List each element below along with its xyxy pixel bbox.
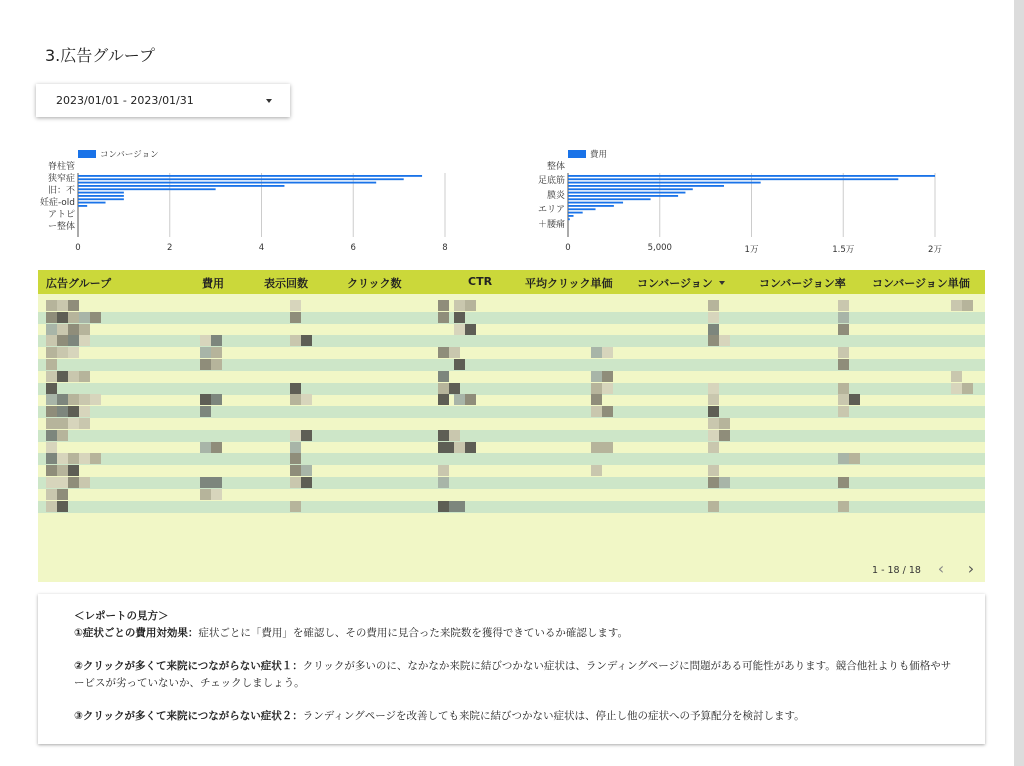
redacted-cell: [46, 453, 57, 464]
redacted-cell: [290, 394, 301, 405]
bar[interactable]: [568, 218, 570, 220]
x-tick-label: 6: [350, 243, 356, 253]
redacted-cell: [438, 477, 449, 488]
redacted-cell: [46, 383, 57, 394]
redacted-cell: [951, 383, 962, 394]
table-row[interactable]: [38, 300, 985, 312]
redacted-cell: [719, 430, 730, 441]
redacted-cell: [591, 465, 602, 476]
redacted-cell: [951, 300, 962, 311]
redacted-cell: [79, 477, 90, 488]
date-range-value: 2023/01/01 - 2023/01/31: [56, 94, 194, 107]
redacted-cell: [290, 312, 301, 323]
redacted-cell: [838, 501, 849, 512]
redacted-cell: [46, 324, 57, 335]
redacted-cell: [57, 489, 68, 500]
column-header-avg-cpc[interactable]: 平均クリック単価: [525, 277, 613, 290]
redacted-cell: [290, 453, 301, 464]
redacted-cell: [57, 477, 68, 488]
redacted-cell: [211, 347, 222, 358]
cost-bar-chart: [530, 145, 950, 265]
redacted-cell: [79, 453, 90, 464]
redacted-cell: [68, 312, 79, 323]
redacted-cell: [301, 465, 312, 476]
redacted-cell: [57, 501, 68, 512]
redacted-cell: [602, 371, 613, 382]
guide-item-2-title: ②クリックが多くて来院につながらない症状１：: [74, 660, 303, 672]
bar[interactable]: [78, 178, 404, 180]
table-row[interactable]: [38, 359, 985, 371]
redacted-cell: [290, 430, 301, 441]
redacted-cell: [79, 418, 90, 429]
y-tick-label: 脊柱管: [47, 162, 75, 172]
bar[interactable]: [78, 175, 422, 177]
x-tick-label: 0: [75, 243, 81, 253]
next-page-icon[interactable]: ›: [967, 559, 975, 578]
redacted-cell: [211, 477, 222, 488]
bar[interactable]: [78, 195, 124, 197]
redacted-cell: [46, 359, 57, 370]
redacted-cell: [46, 430, 57, 441]
redacted-cell: [708, 335, 719, 346]
redacted-cell: [449, 430, 460, 441]
table-row[interactable]: [38, 418, 985, 430]
table-row[interactable]: [38, 442, 985, 454]
redacted-cell: [591, 383, 602, 394]
redacted-cell: [79, 394, 90, 405]
redacted-cell: [838, 453, 849, 464]
chart-plot: [40, 145, 460, 265]
column-header-conversion-rate[interactable]: コンバージョン率: [759, 277, 846, 290]
redacted-cell: [708, 312, 719, 323]
redacted-cell: [454, 324, 465, 335]
redacted-cell: [68, 335, 79, 346]
redacted-cell: [708, 406, 719, 417]
redacted-cell: [46, 465, 57, 476]
column-header-conversions[interactable]: [637, 275, 725, 291]
guide-item-3-text: ランディングページを改善しても来院に結びつかない症状は、停止し他の症状への予算配分を検討します。: [302, 710, 805, 722]
redacted-cell: [290, 383, 301, 394]
redacted-cell: [602, 406, 613, 417]
chevron-down-icon[interactable]: [266, 99, 272, 103]
y-tick-label: 整体: [546, 162, 565, 172]
redacted-cell: [90, 312, 101, 323]
redacted-cell: [708, 501, 719, 512]
bar[interactable]: [78, 202, 106, 204]
table-row[interactable]: [38, 465, 985, 477]
redacted-cell: [68, 324, 79, 335]
conversion-bar-chart: [40, 145, 460, 265]
redacted-cell: [708, 383, 719, 394]
bar[interactable]: [568, 195, 678, 197]
redacted-cell: [719, 477, 730, 488]
redacted-cell: [46, 371, 57, 382]
redacted-cell: [438, 442, 449, 453]
redacted-cell: [46, 406, 57, 417]
table-header: [38, 270, 985, 294]
prev-page-icon[interactable]: ‹: [937, 559, 945, 578]
redacted-cell: [57, 453, 68, 464]
redacted-cell: [449, 383, 460, 394]
redacted-cell: [454, 442, 465, 453]
redacted-cell: [454, 394, 465, 405]
redacted-cell: [57, 465, 68, 476]
redacted-cell: [68, 465, 79, 476]
redacted-cell: [591, 347, 602, 358]
x-tick-label: 2: [167, 243, 173, 253]
redacted-cell: [68, 394, 79, 405]
redacted-cell: [46, 477, 57, 488]
bar[interactable]: [78, 188, 216, 190]
redacted-cell: [708, 465, 719, 476]
bar[interactable]: [568, 188, 693, 190]
redacted-cell: [602, 347, 613, 358]
redacted-cell: [46, 347, 57, 358]
redacted-cell: [68, 347, 79, 358]
redacted-cell: [200, 442, 211, 453]
redacted-cell: [57, 347, 68, 358]
redacted-cell: [68, 418, 79, 429]
y-tick-label: 膜炎: [546, 190, 565, 201]
pagination-label: 1 - 18 / 18: [872, 565, 921, 576]
bar[interactable]: [78, 182, 376, 184]
redacted-cell: [200, 406, 211, 417]
column-header-clicks[interactable]: クリック数: [347, 277, 402, 290]
column-header-ctr[interactable]: CTR: [468, 275, 493, 288]
redacted-cell: [200, 347, 211, 358]
redacted-cell: [708, 442, 719, 453]
redacted-cell: [591, 371, 602, 382]
x-tick-label: 1万: [744, 245, 759, 255]
table-row[interactable]: [38, 430, 985, 442]
redacted-cell: [57, 418, 68, 429]
redacted-cell: [708, 477, 719, 488]
column-header-impressions[interactable]: 表示回数: [264, 277, 308, 290]
redacted-cell: [46, 501, 57, 512]
redacted-cell: [200, 335, 211, 346]
chart-plot: [530, 145, 950, 265]
redacted-cell: [438, 465, 449, 476]
redacted-cell: [708, 430, 719, 441]
redacted-cell: [708, 324, 719, 335]
column-header-conversions-label: コンバージョン: [637, 277, 713, 290]
guide-item-1-text: 症状ごとに「費用」を確認し、その費用に見合った来院数を獲得できているか確認します。: [198, 627, 629, 639]
redacted-cell: [290, 477, 301, 488]
redacted-cell: [838, 300, 849, 311]
bar[interactable]: [568, 182, 761, 184]
table-row[interactable]: [38, 501, 985, 513]
redacted-cell: [290, 335, 301, 346]
redacted-cell: [68, 453, 79, 464]
bar[interactable]: [568, 198, 651, 200]
redacted-cell: [719, 335, 730, 346]
redacted-cell: [46, 312, 57, 323]
y-tick-label: 妊症-old: [40, 198, 75, 208]
table-row[interactable]: [38, 406, 985, 418]
redacted-cell: [951, 371, 962, 382]
redacted-cell: [438, 394, 449, 405]
redacted-cell: [57, 371, 68, 382]
bar[interactable]: [568, 208, 596, 210]
redacted-cell: [438, 300, 449, 311]
redacted-cell: [211, 335, 222, 346]
redacted-cell: [438, 312, 449, 323]
redacted-cell: [79, 312, 90, 323]
redacted-cell: [68, 477, 79, 488]
redacted-cell: [57, 312, 68, 323]
guide-heading: ＜レポートの見方＞: [74, 610, 169, 622]
redacted-cell: [708, 300, 719, 311]
redacted-cell: [438, 501, 449, 512]
report-guide-panel: [38, 594, 985, 744]
legend-label: コンバージョン: [100, 150, 159, 160]
redacted-cell: [591, 406, 602, 417]
y-tick-label: エリア: [537, 205, 565, 216]
bar[interactable]: [568, 202, 623, 204]
redacted-cell: [438, 430, 449, 441]
redacted-cell: [438, 383, 449, 394]
redacted-cell: [454, 359, 465, 370]
redacted-cell: [46, 335, 57, 346]
table-row[interactable]: [38, 312, 985, 324]
x-tick-label: 4: [258, 243, 265, 253]
ad-group-table: [38, 270, 985, 582]
table-row[interactable]: [38, 477, 985, 489]
x-tick-label: 8: [442, 243, 448, 253]
redacted-cell: [454, 312, 465, 323]
redacted-cell: [211, 489, 222, 500]
table-row[interactable]: [38, 453, 985, 465]
redacted-cell: [290, 300, 301, 311]
table-row[interactable]: [38, 489, 985, 501]
redacted-cell: [838, 347, 849, 358]
bar[interactable]: [78, 198, 124, 200]
column-header-cost-per-conversion[interactable]: コンバージョン単価: [872, 277, 970, 290]
redacted-cell: [962, 383, 973, 394]
guide-item-1-title: ①症状ごとの費用対効果：: [74, 627, 199, 639]
redacted-cell: [200, 359, 211, 370]
redacted-cell: [849, 453, 860, 464]
redacted-cell: [465, 442, 476, 453]
redacted-cell: [301, 477, 312, 488]
redacted-cell: [438, 347, 449, 358]
redacted-cell: [57, 324, 68, 335]
redacted-cell: [454, 300, 465, 311]
table-row[interactable]: [38, 347, 985, 359]
redacted-cell: [849, 394, 860, 405]
redacted-cell: [602, 442, 613, 453]
redacted-cell: [46, 300, 57, 311]
guide-item-2-text: クリックが多いのに、なかなか来院に結びつかない症状は、ランディングページに問題がある可能性があります。競合他社よりも価格やサービスが劣っていないか、チェックしましょう。: [74, 660, 952, 689]
redacted-cell: [838, 312, 849, 323]
redacted-cell: [465, 394, 476, 405]
column-header-ad-group[interactable]: 広告グループ: [46, 277, 112, 290]
redacted-cell: [79, 371, 90, 382]
redacted-cell: [708, 394, 719, 405]
redacted-cell: [838, 383, 849, 394]
redacted-cell: [57, 394, 68, 405]
redacted-cell: [591, 442, 602, 453]
x-tick-label: 2万: [928, 245, 942, 255]
redacted-cell: [200, 394, 211, 405]
redacted-cell: [301, 394, 312, 405]
redacted-cell: [79, 335, 90, 346]
guide-item-3: [74, 708, 954, 725]
table-row[interactable]: [38, 324, 985, 336]
window-edge: [1014, 0, 1024, 766]
bar[interactable]: [568, 205, 614, 207]
column-header-cost[interactable]: 費用: [202, 277, 224, 290]
bar[interactable]: [568, 215, 574, 217]
redacted-cell: [57, 430, 68, 441]
redacted-cell: [68, 300, 79, 311]
redacted-cell: [200, 477, 211, 488]
redacted-cell: [602, 383, 613, 394]
redacted-cell: [79, 406, 90, 417]
redacted-cell: [449, 347, 460, 358]
redacted-cell: [838, 477, 849, 488]
redacted-cell: [46, 489, 57, 500]
redacted-cell: [200, 489, 211, 500]
y-tick-label: ＋腰痛: [537, 219, 565, 230]
sort-desc-icon: [719, 281, 725, 285]
page-title: 3.広告グループ: [45, 46, 155, 65]
x-tick-label: 5,000: [647, 243, 672, 253]
redacted-cell: [211, 359, 222, 370]
redacted-cell: [290, 442, 301, 453]
redacted-cell: [838, 406, 849, 417]
redacted-cell: [838, 324, 849, 335]
redacted-cell: [465, 300, 476, 311]
table-row[interactable]: [38, 371, 985, 383]
redacted-cell: [465, 324, 476, 335]
x-tick-label: 0: [565, 243, 571, 253]
bar[interactable]: [78, 205, 87, 207]
redacted-cell: [57, 406, 68, 417]
redacted-cell: [838, 394, 849, 405]
redacted-cell: [301, 430, 312, 441]
redacted-cell: [46, 418, 57, 429]
guide-item-1: [74, 625, 954, 642]
table-row[interactable]: [38, 394, 985, 406]
bar[interactable]: [78, 192, 124, 194]
redacted-cell: [90, 453, 101, 464]
redacted-cell: [838, 359, 849, 370]
y-tick-label: ー整体: [47, 222, 75, 232]
redacted-cell: [591, 394, 602, 405]
bar[interactable]: [568, 178, 898, 180]
redacted-cell: [79, 324, 90, 335]
redacted-cell: [57, 300, 68, 311]
redacted-cell: [438, 371, 449, 382]
bar[interactable]: [568, 192, 685, 194]
table-row[interactable]: [38, 383, 985, 395]
x-tick-label: 1.5万: [832, 245, 855, 255]
redacted-cell: [68, 406, 79, 417]
redacted-cell: [68, 371, 79, 382]
redacted-cell: [290, 501, 301, 512]
redacted-cell: [90, 394, 101, 405]
bar[interactable]: [568, 185, 724, 187]
bar[interactable]: [568, 175, 935, 177]
redacted-cell: [962, 300, 973, 311]
table-row[interactable]: [38, 335, 985, 347]
y-tick-label: 狭窄症: [47, 174, 75, 184]
redacted-cell: [290, 465, 301, 476]
guide-item-3-title: ③クリックが多くて来院につながらない症状２：: [74, 710, 303, 722]
y-tick-label: 旧：不: [47, 186, 75, 196]
redacted-cell: [211, 394, 222, 405]
y-tick-label: アトピ: [47, 210, 75, 220]
redacted-cell: [454, 501, 465, 512]
y-tick-label: 足底筋: [537, 176, 565, 187]
guide-item-2: [74, 658, 954, 692]
legend-label: 費用: [590, 150, 608, 160]
redacted-cell: [46, 394, 57, 405]
redacted-cell: [46, 442, 57, 453]
redacted-cell: [57, 335, 68, 346]
bar[interactable]: [568, 212, 583, 214]
date-range-picker[interactable]: [36, 84, 290, 117]
bar[interactable]: [78, 185, 284, 187]
redacted-cell: [301, 335, 312, 346]
redacted-cell: [719, 418, 730, 429]
redacted-cell: [708, 418, 719, 429]
redacted-cell: [211, 442, 222, 453]
